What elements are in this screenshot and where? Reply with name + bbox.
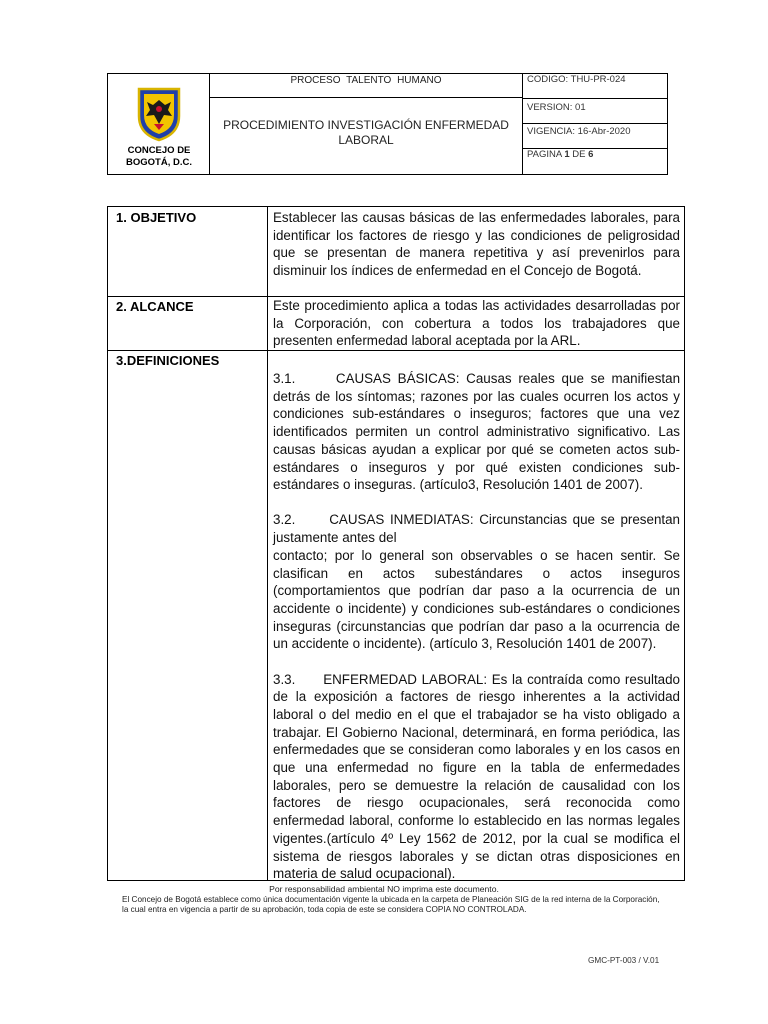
definition-number: 3.3. xyxy=(273,671,296,687)
paragraph-gap xyxy=(273,494,680,512)
footer-form-code: GMC-PT-003 / V.01 xyxy=(588,956,660,965)
section-title-alcance: 2. ALCANCE xyxy=(116,299,194,314)
org-line-1: CONCEJO DE xyxy=(127,145,191,156)
alcance-paragraph: Este procedimiento aplica a todas las actividades desarrolladas por la Corporación, con cobertura a todos los trabajadores que presenten enfermedad laboral aceptada por la ARL. xyxy=(273,298,680,349)
procedure-title-line-1: PROCEDIMIENTO INVESTIGACIÓN ENFERMEDAD xyxy=(223,118,509,132)
page-number xyxy=(523,149,667,174)
page-current: 1 xyxy=(564,149,570,160)
page-prefix: PAGINA xyxy=(527,149,565,160)
section-text-alcance xyxy=(273,297,680,350)
document-vigencia xyxy=(523,124,667,149)
procedure-title-line-2: LABORAL xyxy=(338,133,394,147)
definition-causas-basicas xyxy=(273,370,680,494)
section-title-objetivo: 1. OBJETIVO xyxy=(116,210,197,225)
definition-body: Causas reales que se manifiestan detrás de los síntomas; razones por las cuales ocurren los actos y condiciones sub-estándares o inseguros; factores que una vez identificados permiten un control administrativo significativo. Las causas básicas ayudan a explicar por qué se cometen actos sub-estándares o inseguros y por qué existen condiciones sub-estándares o inseguras. (artículo3, Resolución 1401 de 2007). xyxy=(273,371,681,493)
definition-number: 3.2. xyxy=(273,512,296,528)
definition-term: CAUSAS BÁSICAS: xyxy=(335,371,460,386)
control-notice: El Concejo de Bogotá establece como única documentación vigente la ubicada en la carpeta de Planeación SIG de la red interna de la Corporación, la cual entra en vigencia a partir de su aprobación, toda copia de este se considera COPIA NO CONTROLADA. xyxy=(122,895,660,914)
org-line-2: BOGOTÁ, D.C. xyxy=(126,157,192,168)
page-total: 6 xyxy=(588,149,594,160)
document-header xyxy=(107,73,668,175)
definition-body-continued: contacto; por lo general son observables o se hacen sentir. Se clasifican en actos subestándares o actos inseguros (comportamientos que podrían dar paso a la ocurrencia de un accidente o incidente) y condiciones sub-estándares o condiciones inseguras (circunstancias que podrían dar paso a la ocurrencia de un accidente o incidente). (artículo 3, Resolución 1401 de 2007). xyxy=(273,547,680,652)
logo-cell xyxy=(108,74,210,174)
vigencia-text: VIGENCIA: 16-Abr-2020 xyxy=(527,126,631,137)
document-code: CODIGO: THU-PR-024 xyxy=(523,74,667,99)
coat-of-arms-icon xyxy=(136,86,182,142)
environment-notice: Por responsabilidad ambiental NO imprima este documento. xyxy=(269,884,499,894)
row-divider xyxy=(108,350,684,351)
column-divider xyxy=(267,207,268,880)
version-text: VERSION: 01 xyxy=(527,102,586,113)
process-name: PROCESO TALENTO HUMANO xyxy=(210,74,522,98)
procedure-title xyxy=(210,118,522,148)
definition-body: Es la contraída como resultado de la exposición a factores de riesgo inherentes a la actividad laboral o del medio en el que el trabajador se ha visto obligado a trabajar. El Gobierno Nacional, determinará, en forma periódica, las enfermedades que se consideran como laborales y en los casos en que una enfermedad no figure en la tabla de enfermedades laborales, pero se demuestre la relación de causalidad con los factores de riesgo ocupacionales, será reconocida como enfermedad laboral, conforme lo establecido en las normas legales vigentes.(artículo 4º Ley 1562 de 2012, por la cual se modifica el sistema de riesgos laborales y se dictan otras disposiciones en materia de salud ocupacional). xyxy=(273,671,681,882)
definition-body: Circunstancias que se presentan justamente antes del xyxy=(273,512,681,546)
definition-enfermedad-laboral xyxy=(273,671,680,883)
header-meta-cell xyxy=(523,74,667,174)
section-text-objetivo xyxy=(273,209,680,280)
section-text-definiciones xyxy=(273,370,680,883)
definition-term: ENFERMEDAD LABORAL: xyxy=(323,671,488,687)
page-of: DE xyxy=(569,149,589,160)
header-title-cell xyxy=(210,74,523,174)
procedure-table xyxy=(107,206,685,881)
organization-name xyxy=(108,145,210,169)
objetivo-paragraph: Establecer las causas básicas de las enfermedades laborales, para identificar los factores de riesgo y las condiciones de peligrosidad que se presentan de manera repetitiva y así prevenirlos para disminuir los índices de enfermedad en el Concejo de Bogotá. xyxy=(273,210,680,279)
paragraph-gap xyxy=(273,653,680,671)
section-title-definiciones: 3.DEFINICIONES xyxy=(116,353,220,368)
document-version xyxy=(523,99,667,124)
definition-number: 3.1. xyxy=(273,371,296,386)
definition-term: CAUSAS INMEDIATAS: xyxy=(329,512,474,528)
definition-causas-inmediatas xyxy=(273,511,680,546)
